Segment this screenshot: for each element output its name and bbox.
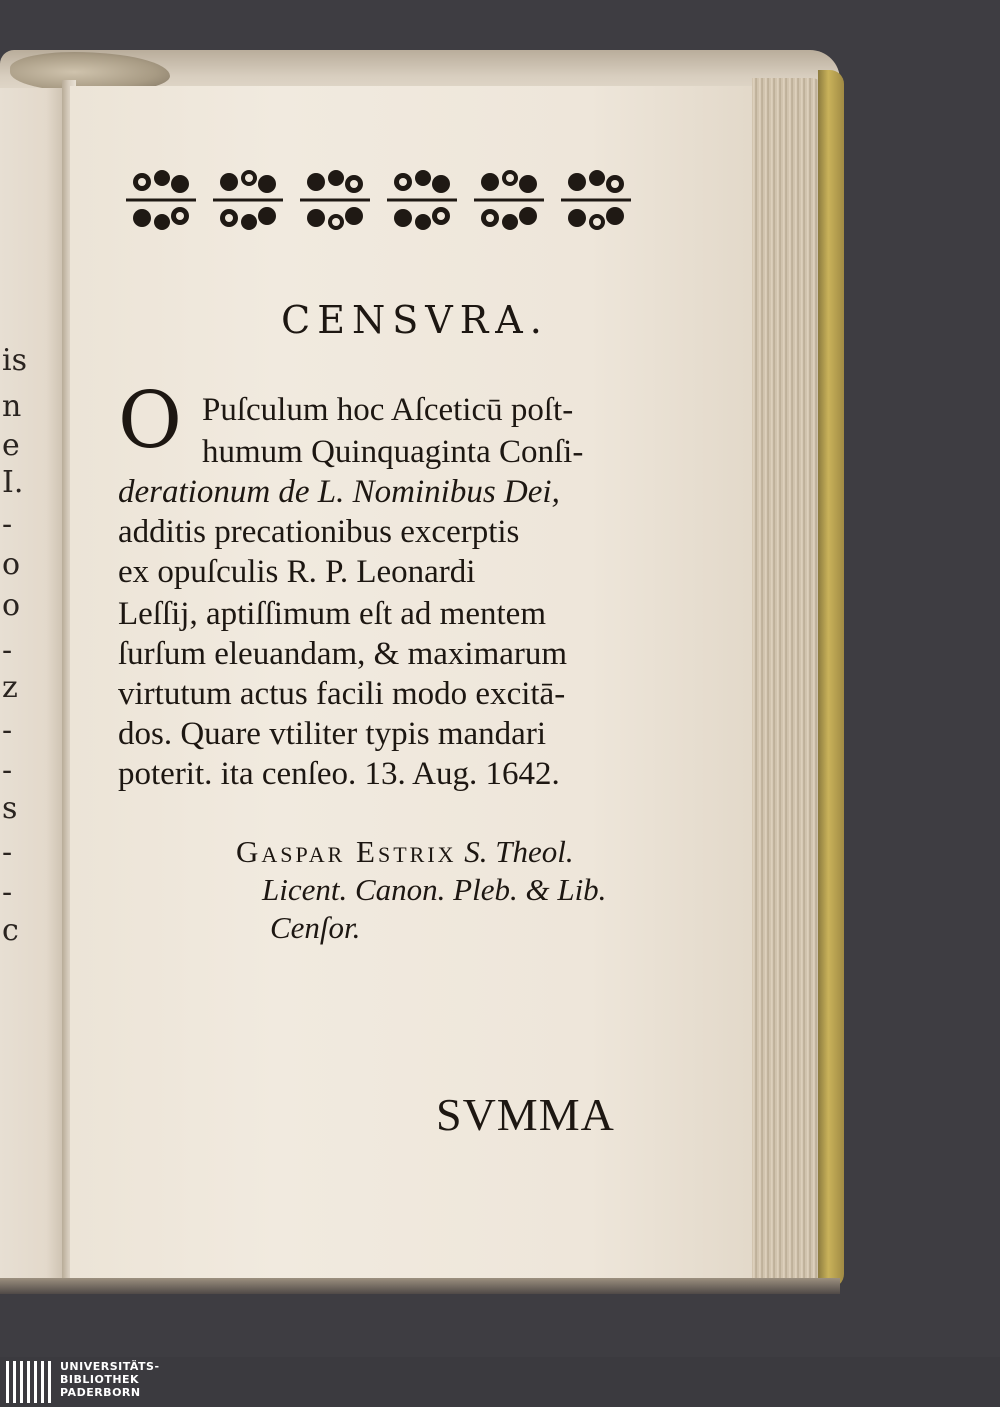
drop-initial: O bbox=[118, 376, 182, 466]
censor-name: Gaspar Estrix bbox=[236, 834, 457, 869]
left-page-fragment: - bbox=[2, 753, 13, 788]
library-logo-icon bbox=[4, 1359, 54, 1405]
left-page-fragment: - bbox=[2, 875, 13, 910]
left-page-fragment: c bbox=[2, 913, 19, 948]
text-line: dos. Quare vtiliter typis mandari bbox=[118, 716, 546, 752]
signature-line-3: Cenſor. bbox=[270, 910, 361, 945]
left-page-fragment: o bbox=[2, 588, 21, 623]
left-page-fragment: - bbox=[2, 507, 13, 542]
text-line: Leſſij, aptiſſimum eſt ad mentem bbox=[118, 596, 546, 632]
text-line: humum Quinquaginta Conſi- bbox=[202, 434, 584, 470]
footer-bar bbox=[0, 1357, 1000, 1407]
page-stack-edge bbox=[752, 78, 822, 1283]
left-page-fragment: - bbox=[2, 713, 13, 748]
library-logo-text bbox=[60, 1360, 160, 1399]
left-page-fragment: o bbox=[2, 547, 21, 582]
signature-line-2: Licent. Canon. Pleb. & Lib. bbox=[262, 872, 607, 907]
text-line: ſurſum eleuandam, & maximarum bbox=[118, 636, 568, 672]
left-page-fragment: is bbox=[2, 343, 27, 378]
left-page-fragment: z bbox=[2, 670, 18, 705]
text-line: additis precationibus excerptis bbox=[118, 514, 520, 550]
left-page-fragment: - bbox=[2, 835, 13, 870]
gilt-edge bbox=[818, 70, 844, 1288]
page-heading: CENSVRA. bbox=[281, 298, 549, 342]
censor-title: S. Theol. bbox=[464, 834, 574, 869]
text-line: ex opuſculis R. P. Leonardi bbox=[118, 554, 476, 590]
logo-line: PADERBORN bbox=[60, 1386, 141, 1399]
text-line: derationum de L. Nominibus Dei, bbox=[118, 474, 560, 510]
text-line: poterit. ita cenſeo. 13. Aug. 1642. bbox=[118, 756, 560, 792]
catchword: SVMMA bbox=[436, 1089, 615, 1140]
left-page-fragment: I. bbox=[2, 465, 24, 500]
logo-line: BIBLIOTHEK bbox=[60, 1373, 140, 1386]
text-line: Puſculum hoc Aſceticū poſt- bbox=[202, 392, 574, 428]
logo-line: UNIVERSITÄTS- bbox=[60, 1360, 160, 1373]
text-line: virtutum actus facili modo excitā- bbox=[118, 676, 566, 712]
left-page-fragment: - bbox=[2, 633, 13, 668]
ornament-headpiece-icon bbox=[118, 160, 640, 242]
left-page-fragment: n bbox=[2, 389, 22, 424]
left-page-fragment: e bbox=[2, 428, 20, 463]
book-bottom-edge bbox=[0, 1278, 840, 1294]
signature-line-1 bbox=[236, 836, 574, 867]
left-page bbox=[0, 88, 66, 1283]
left-page-fragment: s bbox=[2, 791, 18, 826]
